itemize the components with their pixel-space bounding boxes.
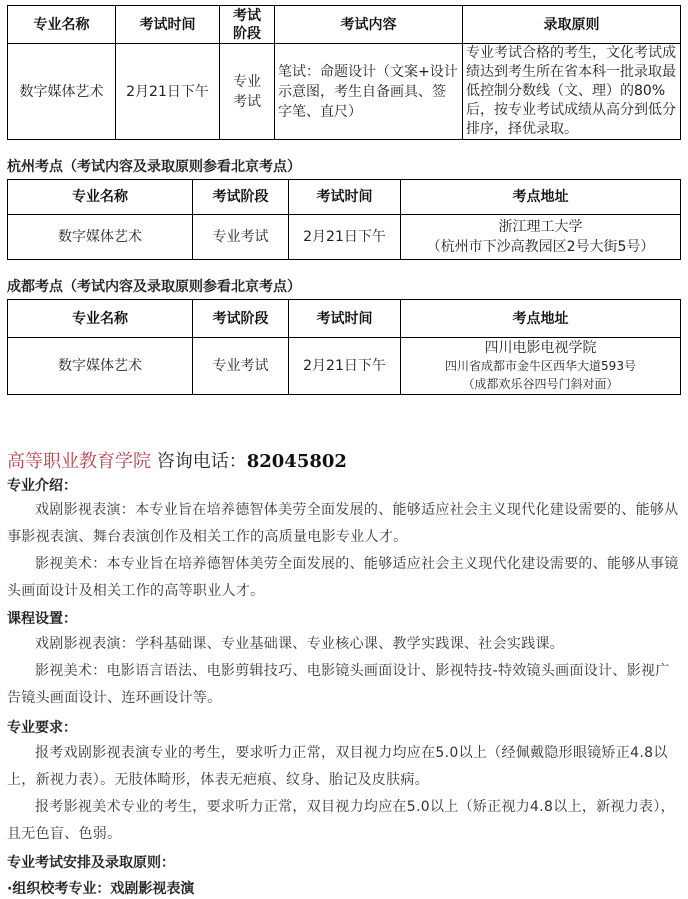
cell-stage: 专业 考试 xyxy=(220,44,275,140)
beijing-exam-table xyxy=(7,5,681,140)
cell-stage: 专业考试 xyxy=(193,215,289,260)
header-stage: 考试阶段 xyxy=(193,180,289,215)
table-row xyxy=(8,338,681,395)
arrangement-subtitle: ·组织校考专业：戏剧影视表演 xyxy=(7,881,195,897)
cell-stage: 专业考试 xyxy=(193,338,289,395)
courses-paragraph-acting: 戏剧影视表演：学科基础课、专业基础课、专业核心课、教学实践课、社会实践课。 xyxy=(35,636,565,652)
header-stage: 考试阶段 xyxy=(193,300,289,338)
courses-paragraph-art: 影视美术：电影语言语法、电影剪辑技巧、电影镜头画面设计、影视特技-特效镜头画面设计、影视广告镜头画面设计、连环画设计等。 xyxy=(7,663,670,706)
phone-number: 82045802 xyxy=(246,451,347,472)
header-principle: 录取原则 xyxy=(463,6,681,44)
table-row xyxy=(8,215,681,260)
header-time: 考试时间 xyxy=(289,180,401,215)
cell-time: 2月21日下午 xyxy=(116,44,220,140)
cell-major: 数字媒体艺术 xyxy=(8,338,193,395)
arrangement-title: 专业考试安排及录取原则： xyxy=(7,855,175,871)
intro-paragraph-acting: 戏剧影视表演：本专业旨在培养德智体美劳全面发展的、能够适应社会主义现代化建设需要的、能够从事影视表演、舞台表演创作及相关工作的高质量电影专业人才。 xyxy=(7,502,679,545)
requirements-paragraph-art: 报考影视美术专业的考生，要求听力正常，双目视力均应在5.0以上（矫正视力4.8以上，新视力表），且无色盲、色弱。 xyxy=(7,799,675,842)
table-header-row xyxy=(8,300,681,338)
table-row xyxy=(8,44,681,140)
courses-title: 课程设置： xyxy=(7,611,77,627)
college-name: 高等职业教育学院 xyxy=(7,451,151,472)
table-header-row xyxy=(8,6,681,44)
hangzhou-section-title: 杭州考点（考试内容及录取原则参看北京考点） xyxy=(7,159,301,175)
chengdu-section-title: 成都考点（考试内容及录取原则参看北京考点） xyxy=(7,279,301,295)
phone-label: 咨询电话： xyxy=(151,451,247,472)
intro-title: 专业介绍： xyxy=(7,478,77,494)
cell-address: 浙江理工大学 （杭州市下沙高教园区2号大街5号） xyxy=(401,215,681,260)
hangzhou-exam-table xyxy=(7,179,681,260)
requirements-title: 专业要求： xyxy=(7,720,77,736)
header-content: 考试内容 xyxy=(275,6,463,44)
chengdu-exam-table xyxy=(7,299,681,395)
intro-paragraph-art: 影视美术：本专业旨在培养德智体美劳全面发展的、能够适应社会主义现代化建设需要的、能够从事镜头画面设计及相关工作的高等职业人才。 xyxy=(7,556,679,599)
header-major: 专业名称 xyxy=(8,300,193,338)
header-major: 专业名称 xyxy=(8,180,193,215)
cell-time: 2月21日下午 xyxy=(289,338,401,395)
header-stage: 考试 阶段 xyxy=(220,6,275,44)
requirements-paragraph-acting: 报考戏剧影视表演专业的考生，要求听力正常，双目视力均应在5.0以上（经佩戴隐形眼镜矫正4.8以上，新视力表）。无肢体畸形，体表无疤痕、纹身、胎记及皮肤病。 xyxy=(7,745,668,788)
college-heading xyxy=(7,447,347,473)
header-major: 专业名称 xyxy=(8,6,116,44)
cell-principle: 专业考试合格的考生，文化考试成绩达到考生所在省本科一批录取最低控制分数线（文、理）的80%后，按专业考试成绩从高分到低分排序，择优录取。 xyxy=(463,44,681,140)
cell-major: 数字媒体艺术 xyxy=(8,215,193,260)
cell-major: 数字媒体艺术 xyxy=(8,44,116,140)
header-time: 考试时间 xyxy=(289,300,401,338)
header-address: 考点地址 xyxy=(401,180,681,215)
cell-time: 2月21日下午 xyxy=(289,215,401,260)
header-time: 考试时间 xyxy=(116,6,220,44)
header-address: 考点地址 xyxy=(401,300,681,338)
cell-content: 笔试：命题设计（文案+设计示意图，考生自备画具、签字笔、直尺） xyxy=(275,44,463,140)
cell-address: 四川电影电视学院 四川省成都市金牛区西华大道593号 （成都欢乐谷四号门斜对面） xyxy=(401,338,681,395)
table-header-row xyxy=(8,180,681,215)
